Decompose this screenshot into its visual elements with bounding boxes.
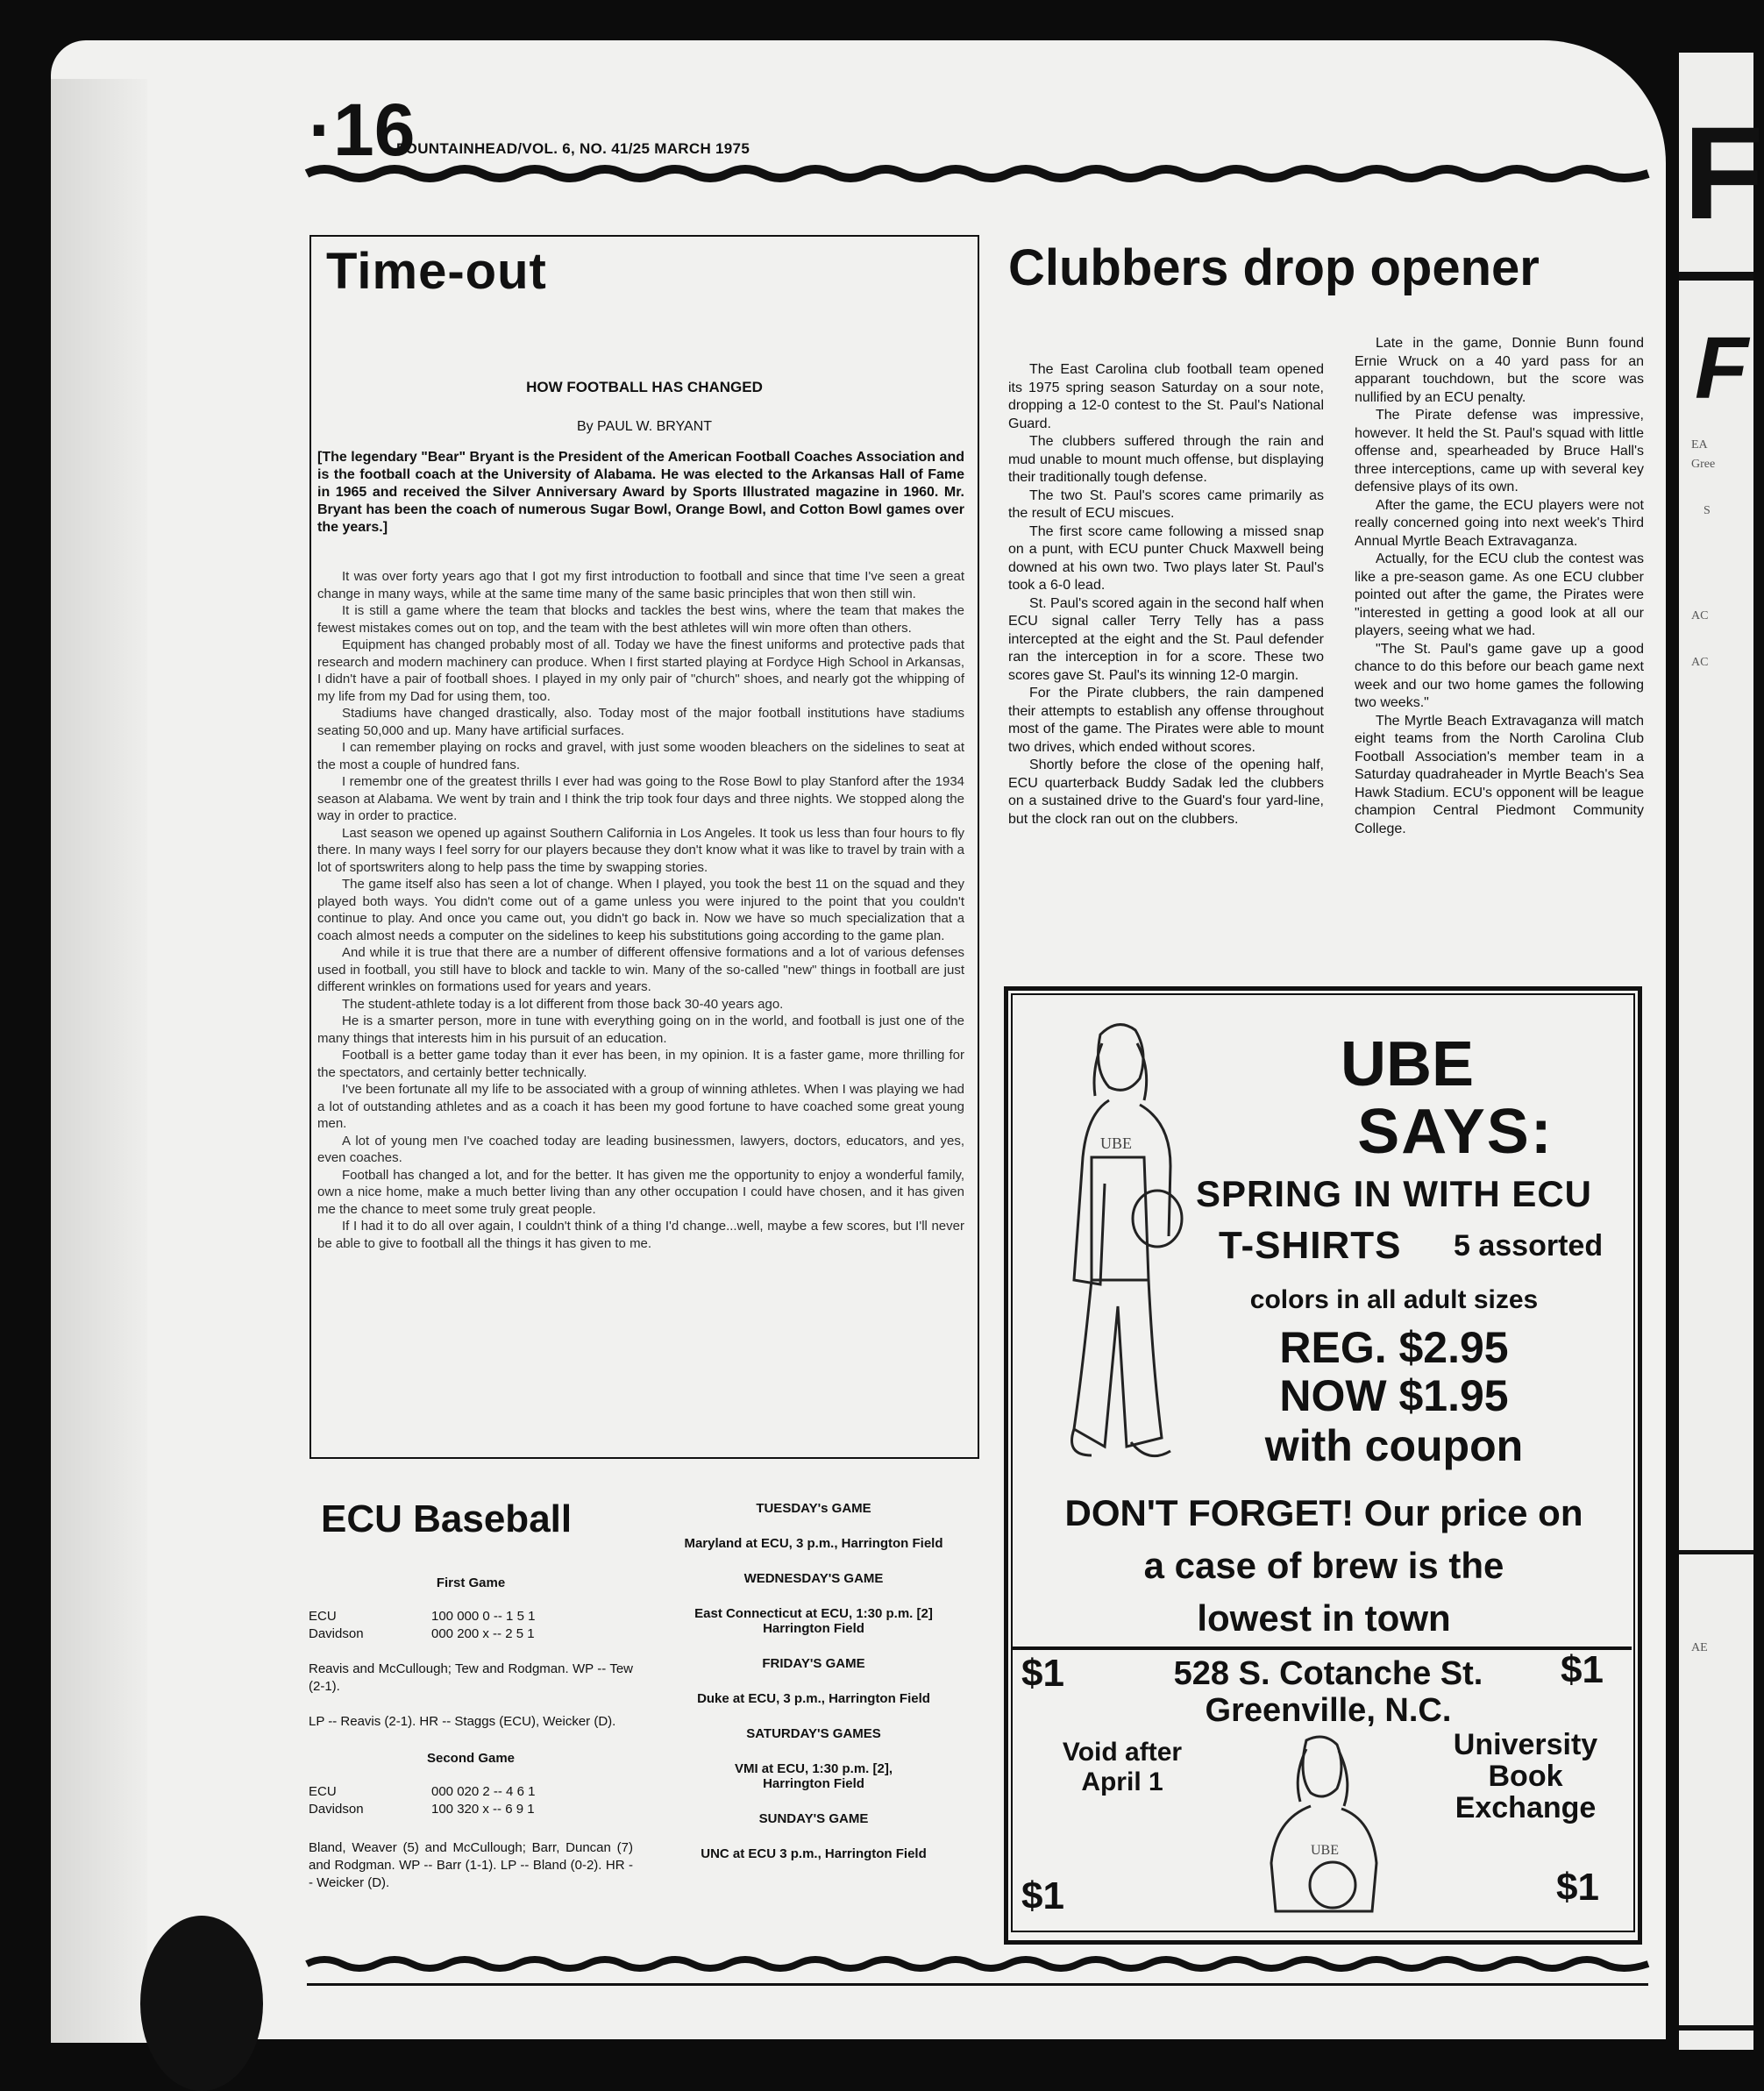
ad-city: Greenville, N.C. xyxy=(1205,1692,1452,1729)
schedule-day: WEDNESDAY'S GAME xyxy=(743,1571,884,1586)
game-note: Bland, Weaver (5) and McCullough; Barr, Duncan (7) and Rodgman. WP -- Barr (1-1). LP -- Bland (0-2). HR -- Weicker (D). xyxy=(309,1840,633,1890)
timeout-paragraph: The game itself also has seen a lot of change. When I played, you took the best 11 on the squad and they played both ways. You didn't come out of a game unless you were injured to the point that you couldn't continue to play. And once you came out, you didn't go back in. Now we have so much specialization that a coach almost needs a computer on the sidelines to keep his substitutions going according to the game plan. xyxy=(317,877,964,943)
timeout-paragraph: A lot of young men I've coached today are leading businessmen, lawyers, doctors, educators, and yes, even coaches. xyxy=(317,1133,964,1165)
footer-rule xyxy=(307,1953,1648,1974)
timeout-paragraph: Football has changed a lot, and for the better. It has given me the opportunity to enjoy a wonderful family, own a nice home, make a much better living than any other occupation I could have chosen, and it has given me the chance to meet some truly great people. xyxy=(317,1167,964,1217)
schedule-day: FRIDAY'S GAME xyxy=(762,1656,865,1671)
team-name: Davidson xyxy=(309,1802,364,1817)
facing-big-letter: F xyxy=(1683,99,1764,246)
timeout-paragraph: It was over forty years ago that I got my first introduction to football and since that time I've seen a great change in many ways, while at the same time many of the same basic principles that won then still win. xyxy=(317,569,964,601)
clubbers-paragraph: The Pirate defense was impressive, however. It held the St. Paul's squad with little offense and, spearheaded by Bruce Hall's three interceptions, came up with several key defensive plays of its own. xyxy=(1355,408,1644,494)
facing-italic-letter: F xyxy=(1695,319,1749,417)
timeout-paragraph: I've been fortunate all my life to be associated with a group of winning athletes. When I was playing we had a lot of outstanding athletes and as a coach it has been my good fortune to have coached some great young men. xyxy=(317,1082,964,1131)
clubbers-paragraph: For the Pirate clubbers, the rain dampened their attempts to establish any offense throughout most of the game. The Pirates were able to mount two drives, which ended without scores. xyxy=(1008,686,1324,755)
ad-now-price: NOW $1.95 xyxy=(1279,1371,1509,1420)
shirt-logo: UBE xyxy=(1311,1843,1339,1858)
clubbers-column-2 xyxy=(1355,335,1644,838)
scan-border xyxy=(0,2050,1753,2077)
facing-fragment: AC xyxy=(1691,656,1709,669)
baseball-schedule xyxy=(647,1501,980,1881)
clubbers-column-1 xyxy=(1008,361,1324,829)
score-row xyxy=(309,1801,633,1818)
ad-assorted: 5 assorted xyxy=(1454,1229,1604,1262)
schedule-detail: Maryland at ECU, 3 p.m., Harrington Field xyxy=(684,1536,943,1551)
clubbers-paragraph: The first score came following a missed snap on a punt, with ECU punter Chuck Maxwell being downed at his own two. Two plays later St. Paul's took a 6-0 lead. xyxy=(1008,523,1324,593)
timeout-paragraph: Equipment has changed probably most of all. Today we have the finest uniforms and protective pads that research and modern machinery can produce. When I first started playing at Fordyce High School in Arkansas, I didn't have a pair of football shoes. I played in my only pair of "church" shoes, and nearly got the whipping of my life from my Dad for using them, too. xyxy=(317,637,964,704)
ad-ube: UBE xyxy=(1340,1029,1474,1099)
line-score: 100 000 0 -- 1 5 1 xyxy=(431,1609,536,1624)
score-row xyxy=(309,1625,633,1643)
ad-address: 528 S. Cotanche St. xyxy=(1173,1655,1483,1692)
facing-fragment: EA xyxy=(1691,438,1708,452)
coupon-price: $1 xyxy=(1021,1874,1064,1917)
line-score: 100 320 x -- 6 9 1 xyxy=(431,1802,535,1817)
baseball-results xyxy=(309,1575,633,1892)
team-name: ECU xyxy=(309,1784,337,1799)
game-note: LP -- Reavis (2-1). HR -- Staggs (ECU), Weicker (D). xyxy=(309,1714,616,1729)
first-game-label: First Game xyxy=(436,1575,506,1590)
timeout-intro: [The legendary "Bear" Bryant is the President of the American Football Coaches Association and is the football coach at the University of Alabama. He was elected to the Arkansas Hall of Fame in 1965 and received the Silver Anniversary Award by Sports Illustrated magazine in 1960. Mr. Bryant has been the coach of numerous Sugar Bowl, Orange Bowl, and Cotton Bowl games over the years.] xyxy=(317,450,964,535)
clubbers-paragraph: Late in the game, Donnie Bunn found Ernie Wruck on a 40 yard pass for an apparant touchdown, but the score was nullified by an ECU penalty. xyxy=(1355,336,1644,405)
coupon-price: $1 xyxy=(1021,1652,1064,1695)
timeout-paragraph: I can remember playing on rocks and gravel, with just some wooden bleachers on the sidelines to seat at the most a couple of hundred fans. xyxy=(317,740,964,772)
ad-coupon: with coupon xyxy=(1264,1421,1524,1470)
second-game-label: Second Game xyxy=(426,1751,516,1766)
clubbers-paragraph: Shortly before the close of the opening half, ECU quarterback Buddy Sadak led the clubbers on a sustained drive to the Guard's four yard-line, but the clock ran out on the clubbers. xyxy=(1008,757,1324,827)
ad-spring: SPRING IN WITH ECU xyxy=(1195,1173,1592,1214)
schedule-detail: East Connecticut at ECU, 1:30 p.m. [2] Harrington Field xyxy=(694,1606,933,1636)
schedule-day: TUESDAY's GAME xyxy=(756,1501,871,1516)
ad-brew: a case of brew is the xyxy=(1143,1545,1504,1586)
timeout-headline: HOW FOOTBALL HAS CHANGED xyxy=(526,379,763,395)
ad-colors: colors in all adult sizes xyxy=(1249,1285,1539,1314)
ad-store: University Book Exchange xyxy=(1453,1728,1598,1824)
masthead: FOUNTAINHEAD/VOL. 6, NO. 41/25 MARCH 1975 xyxy=(396,140,750,157)
timeout-paragraph: Football is a better game today than it ever has been, in my opinion. It is a faster game, more thrilling for the spectators, and certainly better technically. xyxy=(317,1048,964,1080)
schedule-day: SUNDAY'S GAME xyxy=(758,1811,869,1826)
timeout-paragraph: He is a smarter person, more in tune with everything going on in the world, and football is just one of the many things that interests him in his pursuit of an education. xyxy=(317,1013,964,1046)
facing-fragment: AE xyxy=(1691,1641,1708,1654)
game-note: Reavis and McCullough; Tew and Rodgman. WP -- Tew (2-1). xyxy=(309,1661,633,1694)
clubbers-paragraph: The Myrtle Beach Extravaganza will match eight teams from the North Carolina Club Football Association's member team in a Saturday quadraheader in Myrtle Beach's Sea Hawk Stadium. ECU's opponent will be league champion Central Piedmont Community College. xyxy=(1355,713,1644,836)
facing-rule xyxy=(1679,2025,1753,2031)
clubbers-paragraph: St. Paul's scored again in the second half when ECU signal caller Terry Telly has a pass intercepted at the eight and the St. Paul defender ran the interception in for a score. These two scores gave St. Paul's its winning 12-0 margin. xyxy=(1008,595,1324,683)
clubbers-paragraph: The clubbers suffered through the rain and mud unable to mount much offense, but displaying their traditionally tough defense. xyxy=(1008,434,1324,485)
ad-dont-forget: DON'T FORGET! Our price on xyxy=(1064,1492,1583,1533)
page-stack-edge xyxy=(51,79,147,2043)
clubbers-paragraph: The East Carolina club football team opened its 1975 spring season Saturday on a sour note, dropping a 12-0 contest to the St. Paul's National Guard. xyxy=(1008,362,1324,431)
ad-void: Void after April 1 xyxy=(1062,1738,1183,1796)
line-score: 000 200 x -- 2 5 1 xyxy=(431,1626,535,1641)
header-rule xyxy=(307,163,1648,184)
timeout-paragraph: And while it is true that there are a number of different offensive formations and a lot of various defenses used in football, you still have to block and tackle to win. Many of the so-called "new" things in football are just different wrinkles on formations used for years and years. xyxy=(317,945,964,994)
timeout-title: Time-out xyxy=(326,243,547,300)
timeout-paragraph: I remembr one of the greatest thrills I ever had was going to the Rose Bowl to play Stanford after the 1934 season at Alabama. We went by train and I think the trip took four days and three nights. We stopped along the way in order to practice. xyxy=(317,774,964,823)
facing-page xyxy=(1679,53,1764,2077)
clubbers-title: Clubbers drop opener xyxy=(1008,239,1540,296)
coupon-price: $1 xyxy=(1556,1866,1599,1909)
facing-rule xyxy=(1679,272,1753,281)
shirt-logo: UBE xyxy=(1100,1134,1132,1152)
clubbers-paragraph: The two St. Paul's scores came primarily as the result of ECU miscues. xyxy=(1008,487,1324,521)
timeout-paragraph: The student-athlete today is a lot different from those back 30-40 years ago. xyxy=(342,996,784,1012)
coupon-price: $1 xyxy=(1561,1648,1604,1691)
facing-fragment: AC xyxy=(1691,609,1709,622)
timeout-body xyxy=(317,568,964,1252)
timeout-byline: By PAUL W. BRYANT xyxy=(576,419,713,434)
facing-fragment: S xyxy=(1704,504,1711,517)
schedule-detail: UNC at ECU 3 p.m., Harrington Field xyxy=(701,1846,927,1861)
score-row xyxy=(309,1783,633,1801)
schedule-detail: VMI at ECU, 1:30 p.m. [2], Harrington Field xyxy=(734,1761,893,1791)
ad-lowest: lowest in town xyxy=(1197,1597,1451,1639)
ad-says: SAYS: xyxy=(1357,1097,1554,1167)
clubbers-paragraph: "The St. Paul's game gave up a good chance to do this before our beach game next week and our two home games the following two weeks." xyxy=(1355,641,1644,710)
team-name: ECU xyxy=(309,1609,337,1624)
footer-line xyxy=(307,1983,1648,1986)
ad-tshirts: T-SHIRTS xyxy=(1219,1224,1402,1267)
schedule-detail: Duke at ECU, 3 p.m., Harrington Field xyxy=(697,1691,930,1706)
line-score: 000 020 2 -- 4 6 1 xyxy=(431,1784,536,1799)
student-bust-illustration xyxy=(1258,1732,1390,1916)
page-number: ·16 xyxy=(309,89,416,171)
coupon-divider xyxy=(1011,1646,1632,1650)
schedule-day: SATURDAY'S GAMES xyxy=(746,1726,881,1741)
clubbers-paragraph: Actually, for the ECU club the contest was like a pre-season game. As one ECU clubber pointed out after the game, the Pirates were "interested in getting a good look at all our players, seeing what we had. xyxy=(1355,551,1644,638)
facing-rule xyxy=(1679,1550,1753,1554)
baseball-title: ECU Baseball xyxy=(321,1497,573,1540)
team-name: Davidson xyxy=(309,1626,364,1641)
timeout-paragraph: Last season we opened up against Southern California in Los Angeles. It took us less than four hours to fly there. In many ways I feel sorry for our players because they don't know what it was like to travel by train with a lot of sportswriters along to help pass the time by swapping stories. xyxy=(317,825,964,875)
facing-fragment: Gree xyxy=(1691,458,1716,471)
ad-reg-price: REG. $2.95 xyxy=(1279,1323,1509,1372)
score-row xyxy=(309,1608,633,1625)
timeout-paragraph: If I had it to do all over again, I couldn't think of a thing I'd change...well, maybe a few scores, but I'll never be able to give to football all the things it has given to me. xyxy=(317,1219,964,1251)
clubbers-paragraph: After the game, the ECU players were not really concerned going into next week's Third Annual Myrtle Beach Extravaganza. xyxy=(1355,497,1644,549)
timeout-paragraph: Stadiums have changed drastically, also. Today most of the major football institutions have stadiums seating 50,000 and up. Many have artificial surfaces. xyxy=(317,706,964,738)
timeout-paragraph: It is still a game where the team that blocks and tackles the best wins, where the team that makes the fewest mistakes comes out on top, and the team with the best athletes will win more often than others. xyxy=(317,603,964,636)
scanner-thumb xyxy=(140,1916,263,2091)
